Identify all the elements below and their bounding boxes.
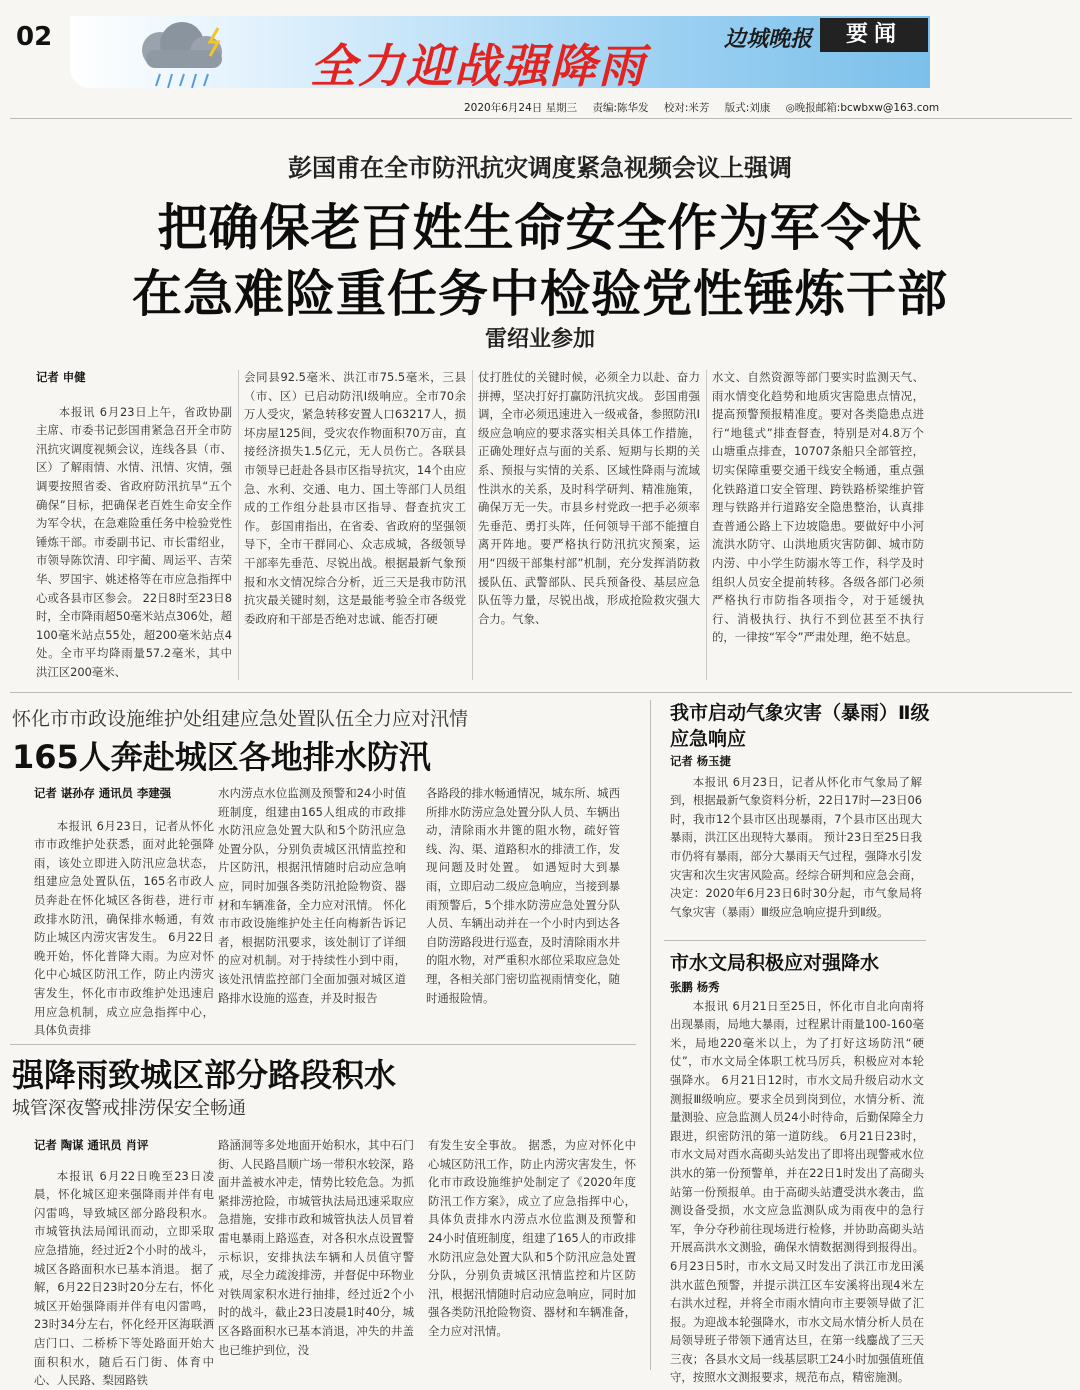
waterlog-column-1 — [34, 1136, 214, 1388]
drainage-col1-text: 本报讯 6月23日，记者从怀化市市政维护处获悉，面对此轮强降雨，该处立即进入防汛应急状态，组建应急处置队伍，165名市政人员奔赴在怀化城区各街巷，进行市政排水防汛，确保排水畅通，有效防止城区内涝灾害发生。 6月22日晚开始，怀化普降大雨。为应对怀化中心城区防汛工作，防止内涝灾害发生，怀化市市政维护处迅速启用应急机制，成立应急指挥中心，具体负责排 — [34, 818, 214, 1038]
waterlog-column-3 — [428, 1136, 636, 1372]
section-divider — [664, 940, 926, 941]
section-tag: 要闻 — [820, 18, 928, 52]
issue-date: 2020年6月24日 星期三 — [464, 102, 578, 114]
waterlog-col3-text: 有发生安全事故。 据悉，为应对怀化中心城区防汛工作，防止内涝灾害发生，怀化市市政设施维护处制定了《2020年度防汛工作方案》，成立了应急指挥中心，具体负责排水内涝点水位监测及预警和24小时值班制度，组建了165人的市政排水防汛应急处置大队和5个防汛应急处置分队，分别负责城区汛情监控和片区防汛，根据汛情随时启动应急响应，同时加强各类防汛抢险物资、器材和车辆准备，全力应对汛情。 — [428, 1138, 636, 1338]
column-divider — [472, 370, 473, 680]
waterlog-column-2 — [218, 1136, 414, 1372]
main-headline-line-2: 在急难险重任务中检验党性锤炼干部 — [132, 265, 948, 323]
banner-title: 全力迎战强降雨 — [310, 39, 646, 93]
section-divider — [10, 692, 1072, 693]
column-divider — [706, 370, 707, 680]
main-col4-text: 水文、自然资源等部门要实时监测天气、雨水情变化趋势和地质灾害隐患点情况，提高预警预报精准度。要对各类隐患点进行“地毯式”排查督查，特别是对4.8万个山塘重点排查，10707条船只全部管控，切实保障重要交通干线安全畅通，重点强化铁路道口安全管理、跨铁路桥梁维护管理与铁路并行道路安全隐患整治，认真排查普通公路上下边坡隐患。要做好中小河流洪水防守、山洪地质灾害防御、城市防内涝、中小学生防溺水等工作，科学及时组织人员安全提前转移。各级各部门必须严格执行市防指各项指令，对于延缓执行、消极执行、执行不到位甚至不执行的，一律按“军令”严肃处理，绝不姑息。 — [712, 370, 924, 645]
email-credit: ◎晚报邮箱:bcwbxw@163.com — [785, 102, 940, 114]
main-byline: 记者 申健 — [36, 370, 86, 384]
main-column-1 — [36, 368, 232, 684]
proof-credit: 校对:米芳 — [663, 102, 710, 114]
drainage-kicker: 怀化市市政设施维护处组建应急处置队伍全力应对汛情 — [12, 708, 469, 730]
drainage-title: 165人奔赴城区各地排水防汛 — [12, 738, 431, 776]
drainage-column-2 — [218, 784, 406, 1046]
masthead — [10, 8, 1072, 100]
main-headline-line-1: 把确保老百姓生命安全作为军令状 — [157, 199, 923, 257]
weather-column — [670, 752, 922, 934]
weather-title-line-2: 应急响应 — [670, 728, 747, 750]
waterlog-title: 强降雨致城区部分路段积水 — [12, 1056, 397, 1094]
main-column-4 — [712, 368, 924, 684]
hydrology-column — [670, 978, 924, 1385]
drainage-col2-text: 水内涝点水位监测及预警和24小时值班制度，组建由165人组成的市政排水防汛应急处置大队和5个防汛应急处置分队，分别负责城区汛情监控和片区防汛，根据汛情随时启动应急响应，同时加强各类防汛抢险物资、器材和车辆准备，全力应对汛情。 怀化市市政设施维护处主任向梅新告诉记者，根据防汛要求，该处制订了详细的应对机制。对于持续性小到中雨，该处汛情监控部门全面加强对城区道路排水设施的巡查，并及时报告 — [218, 786, 406, 1005]
weather-title-line-1: 我市启动气象灾害（暴雨）Ⅱ级 — [670, 702, 930, 724]
hydrology-title: 市水文局积极应对强降水 — [670, 952, 880, 974]
drainage-column-1 — [34, 784, 214, 1046]
main-col1-text: 本报讯 6月23日上午，省政协副主席、市委书记彭国甫紧急召开全市防汛抗灾调度视频会议，连线各县（市、区）了解雨情、水情、汛情、灾情，强调要按照省委、省政府防汛抗旱“五个确保”目标，把确保老百姓生命安全作为军令状，在急难险重任务中检验党性锤炼干部。市委副书记、市长雷绍业，市领导陈饮清、印宇蔺、周运平、吉荣华、罗国宇、姚述格等在市应急指挥中心或各县市区参会。 22日8时至23日8时，全市降雨超50毫米站点306处，超100毫米站点55处，超200毫米站点4处。全市平均降雨量57.2毫米，其中洪江区200毫米、 — [36, 404, 232, 679]
drainage-col3-text: 各路段的排水畅通情况，城东所、城西所排水防涝应急处置分队人员、车辆出动，清除雨水井篦的阻水物，疏好管线、沟、渠、道路积水的排渍工作，发现问题及时处置。 如遇短时大到暴雨，立即启动二级应急响应，当接到暴雨预警后，5个排水防涝应急处置分队人员、车辆出动并在一个小时内到达各自防涝路段进行巡查，及时清除雨水井的阻水物，对严重积水部位采取应急处理，各相关部门密切监视雨情变化，随时通报险情。 — [426, 786, 620, 1005]
drainage-column-3 — [426, 784, 620, 1046]
main-column-2 — [244, 368, 466, 684]
main-column-3 — [478, 368, 700, 684]
main-kicker: 彭国甫在全市防汛抗灾调度紧急视频会议上强调 — [288, 154, 792, 182]
waterlog-col2-text: 路涵洞等多处地面开始积水，其中石门街、人民路昌顺广场一带积水较深，路面井盖被水冲走，情势比较危急。为抓紧排涝抢险，市城管执法局迅速采取应急措施，安排市政和城管执法人员冒着雷电暴雨上路巡查，对各积水点设置警示标识，安排执法车辆和人员值守警戒，尽全力疏浚排涝，并督促中环物业对铁周家积水进行抽排，经过近2个小时的战斗，截止23日凌晨1时40分，城区各路面积水已基本消退，冲失的井盖也已维护到位，没 — [218, 1138, 414, 1357]
hydrology-byline: 张鹏 杨秀 — [670, 980, 720, 994]
waterlog-kicker: 城管深夜警戒排涝保安全畅通 — [12, 1098, 246, 1119]
sidebar-divider — [650, 700, 651, 1370]
waterlog-byline: 记者 陶谋 通讯员 肖评 — [34, 1138, 149, 1152]
section-divider — [10, 1044, 636, 1045]
weather-text: 本报讯 6月23日，记者从怀化市气象局了解到，根据最新气象资料分析，22日17时—23日06时，我市12个县市区出现暴雨，7个县市区出现大暴雨，洪江区出现特大暴雨。 预计23日至25日我市仍将有暴雨，部分大暴雨天气过程，强降水引发灾害和次生灾害风险高。经综合研判和应急会商，决定：2020年6月23日6时30分起，市气象局将气象灾害（暴雨）Ⅲ级应急响应提升到Ⅱ级。 — [670, 774, 922, 919]
waterlog-col1-text: 本报讯 6月22日晚至23日凌晨，怀化城区迎来强降雨并伴有电闪雷鸣，导致城区部分路段积水。市城管执法局闻讯而动，立即采取应急措施，经过近2个小时的战斗，城区各路面积水已基本消退。 据了解，6月22日23时20分左右，怀化城区开始强降雨并伴有电闪雷鸣，23时34分左右，怀化经开区海联酒店门口、二桥桥下等处路面开始大面积积水，随后石门街、体育中心、人民路、梨园路铁 — [34, 1168, 214, 1388]
drainage-byline: 记者 谌孙存 通讯员 李建强 — [34, 786, 172, 800]
main-col3-text: 仗打胜仗的关键时候，必须全力以赴、奋力拼搏，坚决打好打赢防汛抗灾战。 彭国甫强调，全市必须迅速进入一级戒备，参照防汛Ⅰ级应急响应的要求落实相关具体工作措施，正确处理好点与面的关系、短期与长期的关系、预报与实情的关系、区域性降雨与流域性洪水的关系，及时科学研判、精准施策，确保万无一失。市县乡村党政一把手必须率先垂范、勇打头阵，任何领导干部不能擅自离开阵地。要严格执行防汛抗灾预案，运用“四级干部集村部”机制，充分发挥消防救援队伍、武警部队、民兵预备役、基层应急队伍等力量，尽锐出战，形成抢险救灾强大合力。气象、 — [478, 370, 700, 626]
main-subhead: 雷绍业参加 — [484, 327, 595, 352]
main-col2-text: 会同县92.5毫米、洪江市75.5毫米，三县（市、区）已启动防汛Ⅰ级响应。全市70余万人受灾，紧急转移安置人口63217人，损坏房屋125间，受灾农作物面积70万亩，直接经济损失1.5亿元，无人员伤亡。各联县市领导已赶赴各县市区指导抗灾，14个由应急、水利、交通、电力、国土等部门人员组成的工作组分赴县市区指导、督查抗灾工作。 彭国甫指出，在省委、省政府的坚强领导下，全市干群同心、众志成城，各级领导干部率先垂范、尽锐出战。根据最新气象预报和水文情况综合分析，近三天是我市防汛抗灾最关键时刻，这是最能考验全市各级党委政府和干部是否绝对忠诚、能否打硬 — [244, 370, 466, 626]
storm-cloud-icon — [10, 8, 310, 100]
weather-byline: 记者 杨玉捷 — [670, 754, 731, 768]
masthead-divider — [10, 118, 1072, 119]
page-number: 02 — [16, 22, 53, 52]
layout-credit: 版式:刘康 — [724, 102, 771, 114]
dateline — [464, 100, 951, 115]
paper-name: 边城晚报 — [724, 26, 813, 52]
hydrology-text: 本报讯 6月21日至25日，怀化市自北向南将出现暴雨，局地大暴雨，过程累计雨量100-160毫米，局地220毫米以上，为了打好这场防汛“硬仗”，市水文局全体职工枕马厉兵，积极应对本轮强降水。 6月21日12时，市水文局升级启动水文测报Ⅲ级响应。要求全员到岗到位，水情分析、流量测验、应急监测人员24小时待命，后勤保障全力跟进，织密防汛的第一道防线。 6月21日23时，市水文局对酉水高砌头站发出了即将出现警戒水位洪水的第一份预警单，并在22日1时发出了高砌头站第一份预报单。由于高砌头站遭受洪水袭击，监测设备受损，水文应急监测队成为雨夜中的急行军，争分夺秒前往现场进行检修，并协助高砌头站开展高洪水文测验，确保水情数据测得到报得出。 6月23日5时，市水文局又时发出了洪江市龙田溪洪水蓝色预警，并提示洪江区车安溪将出现4米左右洪水过程，并将全市雨水情向市主要领导做了汇报。为迎战本轮强降水，市水文局水情分析人员在局领导班子带领下通宵达旦，在第一线鏖战了三天三夜；各县水文局一线基层职工24小时加强值班值守，按照水文测报要求，规范布点，精密施测。 — [670, 998, 924, 1385]
editor-credit: 责编:陈华发 — [592, 102, 649, 114]
column-divider — [238, 370, 239, 680]
